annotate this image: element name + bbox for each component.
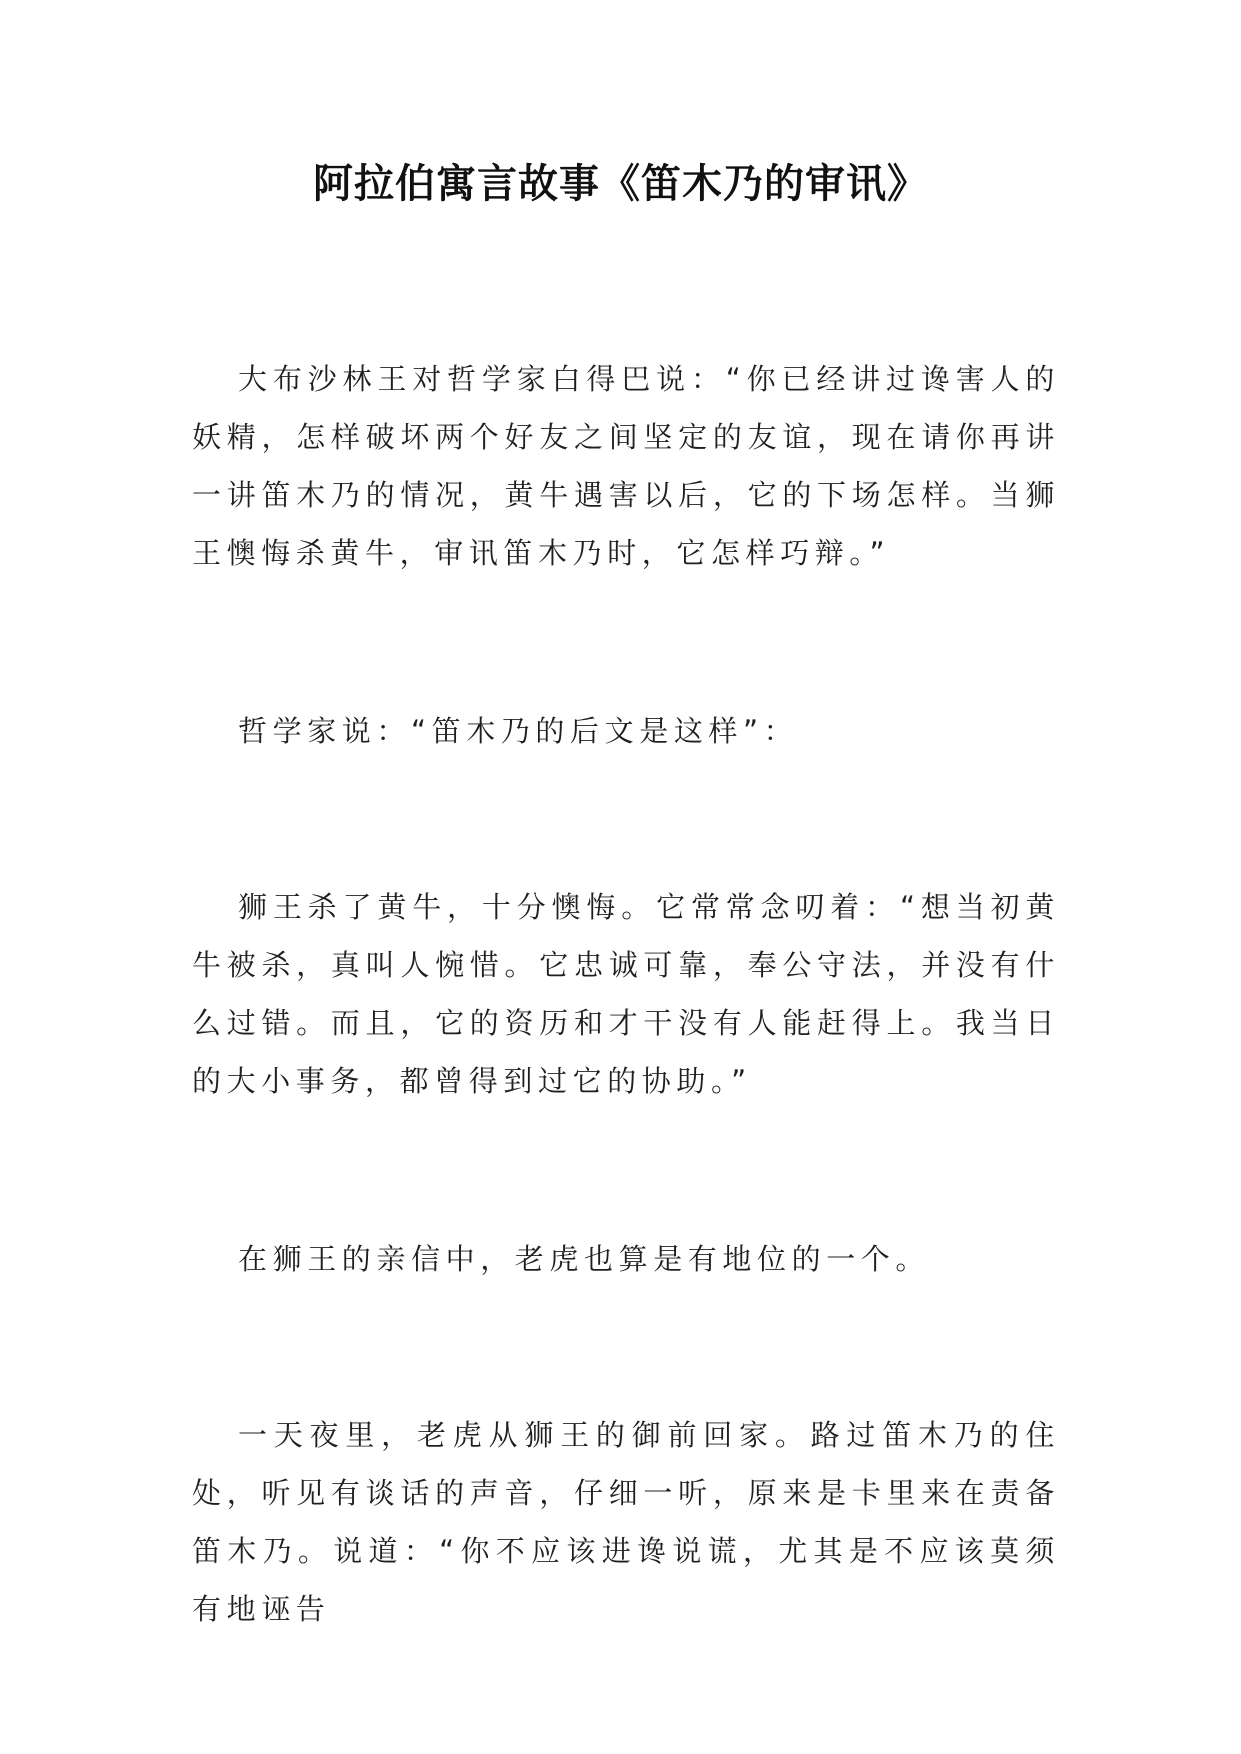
document-title: 阿拉伯寓言故事《笛木乃的审讯》 — [313, 160, 928, 207]
paragraph-1: 大布沙林王对哲学家白得巴说：“你已经讲过谗害人的妖精，怎样破坏两个好友之间坚定的友谊，现在请你再讲一讲笛木乃的情况，黄牛遇害以后，它的下场怎样。当狮王懊悔杀黄牛，审讯笛木乃时，它怎样巧辩。” — [192, 362, 1060, 570]
paragraph-2: 哲学家说：“笛木乃的后文是这样”： — [238, 714, 799, 748]
paragraph-4: 在狮王的亲信中，老虎也算是有地位的一个。 — [238, 1242, 931, 1276]
paragraph-3: 狮王杀了黄牛，十分懊悔。它常常念叨着：“想当初黄牛被杀，真叫人惋惜。它忠诚可靠，奉公守法，并没有什么过错。而且，它的资历和才干没有人能赶得上。我当日的大小事务，都曾得到过它的协助。” — [192, 890, 1060, 1098]
paragraph-5: 一天夜里，老虎从狮王的御前回家。路过笛木乃的住处，听见有谈话的声音，仔细一听，原来是卡里来在责备笛木乃。说道：“你不应该进谗说谎，尤其是不应该莫须有地诬告 — [192, 1418, 1060, 1626]
